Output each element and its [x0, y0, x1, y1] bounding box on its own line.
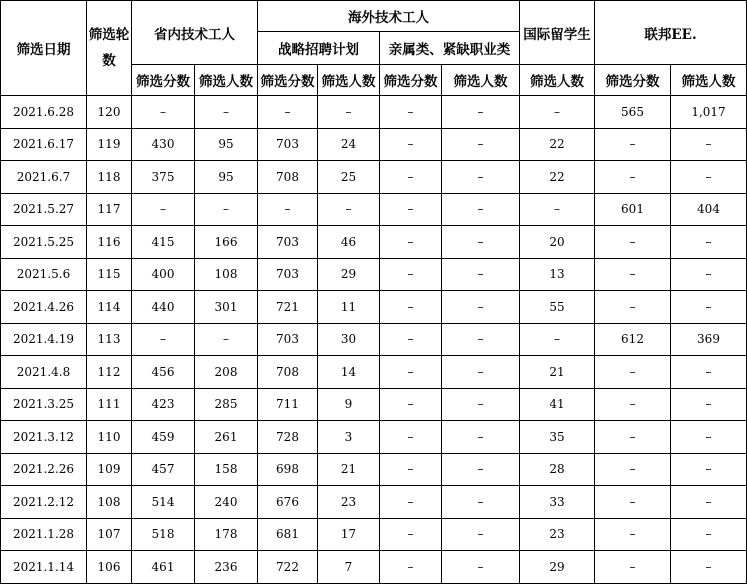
cell-strategic-count: 11: [318, 291, 380, 324]
cell-date: 2021.6.17: [1, 128, 87, 161]
cell-round: 114: [87, 291, 132, 324]
table-row: [1, 486, 747, 519]
table-row: [1, 226, 747, 259]
cell-pnp-score: 423: [132, 388, 195, 421]
table-row: [1, 518, 747, 551]
cell-pnp-score: –: [132, 323, 195, 356]
cell-intl-count: 20: [520, 226, 595, 259]
table-row: [1, 323, 747, 356]
cell-date: 2021.5.6: [1, 258, 87, 291]
cell-pnp-score: 440: [132, 291, 195, 324]
cell-pnp-score: 461: [132, 551, 195, 584]
cell-family-count: –: [442, 291, 520, 324]
table-row: [1, 453, 747, 486]
cell-strategic-score: 703: [258, 258, 318, 291]
cell-strategic-score: –: [258, 96, 318, 129]
cell-round: 116: [87, 226, 132, 259]
cell-strategic-score: 708: [258, 356, 318, 389]
cell-family-score: –: [380, 551, 442, 584]
cell-pnp-score: 518: [132, 518, 195, 551]
cell-fed-score: –: [595, 453, 671, 486]
cell-pnp-score: 375: [132, 161, 195, 194]
cell-fed-count: –: [671, 356, 747, 389]
cell-intl-count: 41: [520, 388, 595, 421]
cell-fed-score: –: [595, 421, 671, 454]
cell-fed-score: –: [595, 226, 671, 259]
cell-strategic-count: 9: [318, 388, 380, 421]
cell-strategic-count: 14: [318, 356, 380, 389]
cell-intl-count: 23: [520, 518, 595, 551]
cell-family-count: –: [442, 421, 520, 454]
cell-pnp-count: 166: [195, 226, 258, 259]
cell-fed-score: –: [595, 388, 671, 421]
table-row: [1, 128, 747, 161]
cell-round: 106: [87, 551, 132, 584]
table-row: [1, 291, 747, 324]
cell-strategic-score: 721: [258, 291, 318, 324]
cell-family-score: –: [380, 161, 442, 194]
cell-date: 2021.1.28: [1, 518, 87, 551]
cell-pnp-score: 415: [132, 226, 195, 259]
table-row: [1, 96, 747, 129]
cell-intl-count: 21: [520, 356, 595, 389]
cell-date: 2021.5.25: [1, 226, 87, 259]
cell-strategic-score: 703: [258, 323, 318, 356]
cell-strategic-score: 722: [258, 551, 318, 584]
header-strategic-count: 筛选人数: [318, 65, 380, 96]
cell-fed-count: –: [671, 388, 747, 421]
cell-pnp-score: –: [132, 96, 195, 129]
cell-fed-score: –: [595, 161, 671, 194]
cell-intl-count: –: [520, 193, 595, 226]
cell-strategic-count: 46: [318, 226, 380, 259]
cell-pnp-score: 459: [132, 421, 195, 454]
cell-date: 2021.1.14: [1, 551, 87, 584]
cell-family-count: –: [442, 96, 520, 129]
cell-intl-count: –: [520, 96, 595, 129]
cell-fed-score: –: [595, 258, 671, 291]
cell-round: 108: [87, 486, 132, 519]
cell-intl-count: 29: [520, 551, 595, 584]
cell-fed-count: –: [671, 421, 747, 454]
header-overseas-skilled-workers: 海外技术工人: [258, 1, 520, 32]
cell-date: 2021.2.26: [1, 453, 87, 486]
cell-family-count: –: [442, 388, 520, 421]
cell-strategic-count: 3: [318, 421, 380, 454]
cell-date: 2021.6.28: [1, 96, 87, 129]
cell-strategic-count: –: [318, 193, 380, 226]
cell-strategic-score: 681: [258, 518, 318, 551]
cell-fed-count: –: [671, 161, 747, 194]
cell-intl-count: 28: [520, 453, 595, 486]
header-provincial-skilled-workers: 省内技术工人: [132, 1, 258, 65]
cell-intl-count: 22: [520, 161, 595, 194]
cell-strategic-count: 30: [318, 323, 380, 356]
cell-family-count: –: [442, 226, 520, 259]
cell-family-count: –: [442, 128, 520, 161]
cell-strategic-count: 21: [318, 453, 380, 486]
cell-strategic-score: 728: [258, 421, 318, 454]
cell-fed-score: –: [595, 291, 671, 324]
cell-family-count: –: [442, 551, 520, 584]
cell-fed-score: –: [595, 486, 671, 519]
cell-strategic-count: 7: [318, 551, 380, 584]
cell-date: 2021.3.12: [1, 421, 87, 454]
cell-fed-count: –: [671, 518, 747, 551]
cell-family-count: –: [442, 486, 520, 519]
cell-family-score: –: [380, 421, 442, 454]
cell-strategic-count: 23: [318, 486, 380, 519]
cell-family-score: –: [380, 356, 442, 389]
header-fed-score: 筛选分数: [595, 65, 671, 96]
cell-family-count: –: [442, 258, 520, 291]
cell-pnp-count: 95: [195, 128, 258, 161]
header-fed-count: 筛选人数: [671, 65, 747, 96]
cell-strategic-score: 703: [258, 226, 318, 259]
header-family-score: 筛选分数: [380, 65, 442, 96]
cell-strategic-count: 24: [318, 128, 380, 161]
header-intl-count: 筛选人数: [520, 65, 595, 96]
cell-family-score: –: [380, 291, 442, 324]
cell-strategic-count: 25: [318, 161, 380, 194]
cell-fed-count: –: [671, 453, 747, 486]
cell-intl-count: 22: [520, 128, 595, 161]
cell-fed-score: –: [595, 518, 671, 551]
cell-strategic-count: 17: [318, 518, 380, 551]
cell-intl-count: 13: [520, 258, 595, 291]
cell-pnp-count: 261: [195, 421, 258, 454]
cell-family-score: –: [380, 258, 442, 291]
cell-fed-score: 601: [595, 193, 671, 226]
cell-family-score: –: [380, 388, 442, 421]
header-federal-ee: 联邦EE.: [595, 1, 747, 65]
cell-strategic-score: 708: [258, 161, 318, 194]
header-family-shortage: 亲属类、紧缺职业类: [380, 32, 520, 65]
cell-pnp-count: 208: [195, 356, 258, 389]
cell-family-count: –: [442, 323, 520, 356]
cell-strategic-score: 711: [258, 388, 318, 421]
cell-pnp-count: 240: [195, 486, 258, 519]
cell-pnp-score: 457: [132, 453, 195, 486]
cell-fed-count: –: [671, 551, 747, 584]
cell-family-count: –: [442, 518, 520, 551]
cell-pnp-score: –: [132, 193, 195, 226]
table-row: [1, 551, 747, 584]
cell-pnp-score: 400: [132, 258, 195, 291]
cell-family-score: –: [380, 518, 442, 551]
cell-round: 111: [87, 388, 132, 421]
cell-pnp-count: 108: [195, 258, 258, 291]
cell-date: 2021.6.7: [1, 161, 87, 194]
cell-date: 2021.3.25: [1, 388, 87, 421]
table-row: [1, 356, 747, 389]
cell-round: 115: [87, 258, 132, 291]
cell-family-count: –: [442, 161, 520, 194]
header-pnp-count: 筛选人数: [195, 65, 258, 96]
table-row: [1, 193, 747, 226]
cell-pnp-score: 514: [132, 486, 195, 519]
table-row: [1, 161, 747, 194]
cell-fed-count: 369: [671, 323, 747, 356]
cell-family-score: –: [380, 486, 442, 519]
cell-pnp-count: 285: [195, 388, 258, 421]
cell-strategic-score: 676: [258, 486, 318, 519]
cell-round: 113: [87, 323, 132, 356]
cell-intl-count: –: [520, 323, 595, 356]
cell-fed-score: –: [595, 356, 671, 389]
cell-pnp-count: 236: [195, 551, 258, 584]
cell-family-score: –: [380, 193, 442, 226]
cell-date: 2021.4.26: [1, 291, 87, 324]
cell-fed-count: –: [671, 291, 747, 324]
cell-round: 107: [87, 518, 132, 551]
cell-family-count: –: [442, 453, 520, 486]
cell-round: 118: [87, 161, 132, 194]
cell-fed-score: 565: [595, 96, 671, 129]
header-draw-round: 筛选轮数: [87, 1, 132, 96]
cell-family-score: –: [380, 96, 442, 129]
header-strategic-score: 筛选分数: [258, 65, 318, 96]
cell-strategic-score: 698: [258, 453, 318, 486]
cell-intl-count: 35: [520, 421, 595, 454]
cell-pnp-score: 456: [132, 356, 195, 389]
cell-pnp-count: 301: [195, 291, 258, 324]
header-strategic-recruitment: 战略招聘计划: [258, 32, 380, 65]
cell-fed-count: 404: [671, 193, 747, 226]
table-row: [1, 258, 747, 291]
cell-pnp-count: –: [195, 96, 258, 129]
cell-round: 117: [87, 193, 132, 226]
table-row: [1, 421, 747, 454]
cell-family-score: –: [380, 226, 442, 259]
table-row: [1, 388, 747, 421]
cell-pnp-count: 178: [195, 518, 258, 551]
cell-intl-count: 33: [520, 486, 595, 519]
cell-family-count: –: [442, 356, 520, 389]
cell-family-score: –: [380, 453, 442, 486]
cell-date: 2021.2.12: [1, 486, 87, 519]
cell-round: 109: [87, 453, 132, 486]
cell-round: 112: [87, 356, 132, 389]
cell-fed-count: 1,017: [671, 96, 747, 129]
cell-intl-count: 55: [520, 291, 595, 324]
cell-date: 2021.4.8: [1, 356, 87, 389]
cell-fed-count: –: [671, 486, 747, 519]
cell-round: 119: [87, 128, 132, 161]
header-international-students: 国际留学生: [520, 1, 595, 65]
cell-fed-score: –: [595, 551, 671, 584]
cell-pnp-count: –: [195, 323, 258, 356]
cell-date: 2021.4.19: [1, 323, 87, 356]
cell-pnp-score: 430: [132, 128, 195, 161]
cell-strategic-count: 29: [318, 258, 380, 291]
cell-round: 120: [87, 96, 132, 129]
cell-fed-count: –: [671, 258, 747, 291]
cell-fed-score: –: [595, 128, 671, 161]
header-family-count: 筛选人数: [442, 65, 520, 96]
cell-pnp-count: –: [195, 193, 258, 226]
cell-round: 110: [87, 421, 132, 454]
cell-date: 2021.5.27: [1, 193, 87, 226]
cell-fed-score: 612: [595, 323, 671, 356]
cell-strategic-count: –: [318, 96, 380, 129]
cell-family-count: –: [442, 193, 520, 226]
cell-family-score: –: [380, 323, 442, 356]
cell-pnp-count: 158: [195, 453, 258, 486]
cell-strategic-score: 703: [258, 128, 318, 161]
header-draw-date: 筛选日期: [1, 1, 87, 96]
cell-fed-count: –: [671, 128, 747, 161]
cell-strategic-score: –: [258, 193, 318, 226]
cell-fed-count: –: [671, 226, 747, 259]
header-pnp-score: 筛选分数: [132, 65, 195, 96]
cell-pnp-count: 95: [195, 161, 258, 194]
cell-family-score: –: [380, 128, 442, 161]
table-body: [1, 96, 747, 584]
